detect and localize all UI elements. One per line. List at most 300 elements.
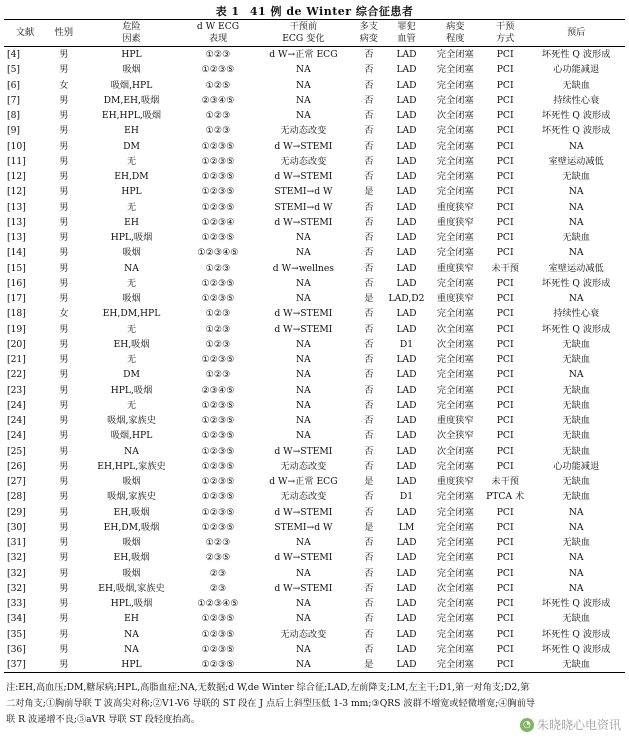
table-row (4, 474, 625, 489)
cell-prognosis: NA (568, 582, 584, 594)
cell-dw-ecg: ②③⑤ (205, 552, 231, 564)
cell-prognosis: 心功能减退 (553, 460, 600, 472)
cell-risk-factors: EH (124, 125, 139, 137)
cell-multivessel: 否 (364, 506, 374, 518)
cell-prognosis: 无缺血 (562, 171, 590, 183)
table-row (4, 596, 625, 611)
cell-intervention: PCI (496, 247, 514, 259)
cell-risk-factors: EH,DM,吸烟 (103, 521, 160, 533)
cell-prognosis: 持续性心衰 (553, 94, 600, 106)
cell-reference: [4] (7, 49, 21, 61)
cell-pre-ecg-change: 无动态改变 (280, 628, 327, 640)
table-row (4, 398, 625, 413)
cell-multivessel: 是 (364, 293, 374, 305)
cell-pre-ecg-change: NA (296, 567, 311, 579)
cell-lesion-degree: 次全闭塞 (436, 110, 474, 122)
cell-reference: [12] (7, 171, 26, 183)
cell-sex: 男 (59, 338, 69, 350)
cell-pre-ecg-change: NA (296, 430, 311, 442)
cell-multivessel: 否 (364, 354, 374, 366)
table-row (4, 611, 625, 626)
cell-dw-ecg: ①②③ (205, 125, 231, 137)
cell-sex: 男 (59, 247, 69, 259)
cell-intervention: 未干预 (491, 476, 519, 488)
cell-sex: 男 (59, 552, 69, 564)
cell-risk-factors: DM,EH,吸烟 (103, 94, 160, 106)
cell-sex: 男 (59, 94, 69, 106)
table-title (0, 3, 629, 19)
cell-reference: [24] (7, 399, 26, 411)
cell-dw-ecg: ①②③④ (201, 216, 235, 228)
cell-lesion-degree: 重度狭窄 (436, 201, 474, 213)
header-line: 危险 (122, 21, 141, 32)
cell-dw-ecg: ①②③⑤ (201, 293, 235, 305)
cell-dw-ecg: ①②⑤ (205, 79, 231, 91)
cell-lesion-degree: 完全闭塞 (436, 613, 474, 625)
watermark-text: 朱晓晓心电资讯 (536, 718, 621, 732)
cell-dw-ecg: ①②③ (205, 338, 231, 350)
cell-culprit-vessel: LAD (396, 582, 417, 594)
cell-reference: [17] (7, 293, 26, 305)
cell-reference: [22] (7, 369, 26, 381)
cell-pre-ecg-change: NA (296, 64, 311, 76)
cell-reference: [9] (7, 125, 21, 137)
header-line: 干预前 (289, 21, 318, 32)
cell-risk-factors: HPL (121, 49, 142, 61)
cell-lesion-degree: 次全狭窄 (436, 430, 474, 442)
cell-prognosis: 坏死性 Q 波形成 (541, 323, 611, 335)
cell-prognosis: 无缺血 (562, 537, 590, 549)
cell-reference: [19] (7, 323, 26, 335)
cell-pre-ecg-change: NA (296, 293, 311, 305)
cell-lesion-degree: 完全闭塞 (436, 537, 474, 549)
header-intervention (483, 20, 527, 47)
cell-prognosis: 坏死性 Q 波形成 (541, 628, 611, 640)
cell-dw-ecg: ①②③ (205, 537, 231, 549)
cell-reference: [36] (7, 643, 26, 655)
cell-reference: [13] (7, 201, 26, 213)
cell-lesion-degree: 重度狭窄 (436, 415, 474, 427)
cell-sex: 男 (59, 49, 69, 61)
cell-intervention: PCI (496, 399, 514, 411)
cell-sex: 男 (59, 140, 69, 152)
cell-prognosis: 室壁运动减低 (548, 262, 604, 274)
cell-intervention: PCI (496, 125, 514, 137)
cell-risk-factors: EH,吸烟 (113, 338, 150, 350)
cell-risk-factors: 吸烟 (122, 567, 141, 579)
table-row (4, 367, 625, 382)
cell-risk-factors: EH,HPL,家族史 (97, 460, 166, 472)
cell-intervention: PCI (496, 79, 514, 91)
cell-sex: 男 (59, 537, 69, 549)
cell-reference: [26] (7, 460, 26, 472)
cell-reference: [5] (7, 64, 21, 76)
cell-reference: [37] (7, 659, 26, 671)
cell-multivessel: 否 (364, 110, 374, 122)
cell-culprit-vessel: LAD (396, 201, 417, 213)
cell-prognosis: NA (568, 140, 584, 152)
cell-culprit-vessel: LAD (396, 110, 417, 122)
cell-lesion-degree: 完全闭塞 (436, 140, 474, 152)
cell-intervention: PCI (496, 659, 514, 671)
cell-sex: 男 (59, 171, 69, 183)
cell-multivessel: 否 (364, 491, 374, 503)
cell-prognosis: 无缺血 (562, 430, 590, 442)
cell-dw-ecg: ①②③ (205, 308, 231, 320)
cell-prognosis: NA (568, 247, 584, 259)
cell-culprit-vessel: LAD (396, 308, 417, 320)
cell-risk-factors: 无 (126, 201, 137, 213)
cell-lesion-degree: 重度狭窄 (436, 293, 474, 305)
cell-prognosis: NA (568, 216, 584, 228)
table-row (4, 566, 625, 581)
table-row (4, 230, 625, 245)
cell-intervention: PCI (496, 643, 514, 655)
header-line: 多支 (359, 21, 378, 32)
cell-multivessel: 否 (364, 643, 374, 655)
cell-prognosis: 无缺血 (562, 659, 590, 671)
cell-risk-factors: 无 (126, 155, 137, 167)
cell-multivessel: 否 (364, 308, 374, 320)
header-line: d W ECG (196, 21, 240, 32)
cell-prognosis: 无缺血 (562, 384, 590, 396)
table-number: 表 1 (215, 5, 240, 18)
cell-lesion-degree: 完全闭塞 (436, 186, 474, 198)
cell-dw-ecg: ①②③⑤ (201, 659, 235, 671)
cell-dw-ecg: ①②③⑤ (201, 415, 235, 427)
cell-pre-ecg-change: d W→STEMI (274, 171, 333, 183)
cell-risk-factors: EH,DM,HPL (102, 308, 161, 320)
cell-lesion-degree: 完全闭塞 (436, 155, 474, 167)
cell-dw-ecg: ①②③⑤ (201, 445, 235, 457)
header-line: 血管 (397, 33, 416, 44)
cell-culprit-vessel: LAD (396, 399, 417, 411)
header-line: 因素 (122, 33, 141, 44)
header-line: 预后 (566, 27, 586, 38)
cell-dw-ecg: ①②③ (205, 323, 231, 335)
cell-culprit-vessel: LAD (396, 125, 417, 137)
cell-sex: 男 (59, 323, 69, 335)
cell-sex: 男 (59, 521, 69, 533)
cell-lesion-degree: 完全闭塞 (436, 628, 474, 640)
cell-pre-ecg-change: NA (296, 537, 311, 549)
cell-sex: 男 (59, 277, 69, 289)
cell-reference: [32] (7, 582, 26, 594)
cell-prognosis: 坏死性 Q 波形成 (541, 125, 611, 137)
cell-pre-ecg-change: d W→STEMI (274, 506, 333, 518)
table-row (4, 123, 625, 138)
cell-reference: [7] (7, 94, 21, 106)
cell-intervention: PCI (496, 521, 514, 533)
cell-sex: 女 (59, 79, 69, 91)
cell-dw-ecg: ①②③⑤ (201, 171, 235, 183)
cell-multivessel: 否 (364, 628, 374, 640)
cell-pre-ecg-change: NA (296, 643, 311, 655)
cell-lesion-degree: 完全闭塞 (436, 659, 474, 671)
cell-dw-ecg: ①②③⑤ (201, 354, 235, 366)
table-row (4, 200, 625, 215)
cell-reference: [23] (7, 384, 26, 396)
table-row (4, 550, 625, 565)
cell-lesion-degree: 重度狭窄 (436, 476, 474, 488)
cell-dw-ecg: ①②③⑤ (201, 613, 235, 625)
cell-intervention: PCI (496, 293, 514, 305)
footnote-line: 注:EH,高血压;DM,糖尿病;HPL,高脂血症;NA,无数据;d W,de Winter 综合征;LAD,左前降支;LM,左主干;D1,第一对角支;D2,第 (6, 682, 530, 693)
cell-dw-ecg: ①②③⑤ (201, 628, 235, 640)
cell-pre-ecg-change: NA (296, 399, 311, 411)
cell-pre-ecg-change: STEMI→d W (274, 186, 333, 198)
cell-culprit-vessel: LAD (396, 384, 417, 396)
cell-pre-ecg-change: NA (296, 232, 311, 244)
table-row (4, 627, 625, 642)
cell-reference: [24] (7, 415, 26, 427)
cell-reference: [8] (7, 110, 21, 122)
cell-pre-ecg-change: NA (296, 277, 311, 289)
cell-intervention: PCI (496, 628, 514, 640)
cell-dw-ecg: ①②③⑤ (201, 399, 235, 411)
table-row (4, 108, 625, 123)
cell-risk-factors: 无 (126, 354, 137, 366)
cell-reference: [20] (7, 338, 26, 350)
cell-dw-ecg: ①②③⑤ (201, 186, 235, 198)
cell-multivessel: 否 (364, 216, 374, 228)
cell-culprit-vessel: LAD (396, 567, 417, 579)
cell-intervention: PCI (496, 613, 514, 625)
cell-reference: [29] (7, 506, 26, 518)
cell-intervention: PCI (496, 430, 514, 442)
cell-lesion-degree: 完全闭塞 (436, 277, 474, 289)
footnote-line: 二对角支;①胸前导联 T 波高尖对称;②V1-V6 导联的 ST 段在 J 点后上斜型压低 1-3 mm;③QRS 波群不增宽或轻微增宽;④胸前导 (6, 698, 536, 709)
table-row (4, 93, 625, 108)
cell-multivessel: 否 (364, 567, 374, 579)
cell-intervention: PCI (496, 94, 514, 106)
cell-culprit-vessel: LAD (396, 323, 417, 335)
table-row (4, 581, 625, 596)
cell-sex: 男 (59, 293, 69, 305)
cell-reference: [15] (7, 262, 26, 274)
cell-dw-ecg: ①②③⑤ (201, 430, 235, 442)
cell-reference: [33] (7, 598, 26, 610)
cell-prognosis: NA (568, 552, 584, 564)
cell-reference: [13] (7, 216, 26, 228)
cell-intervention: PCI (496, 506, 514, 518)
cell-prognosis: NA (568, 521, 584, 533)
cell-multivessel: 否 (364, 125, 374, 137)
cell-pre-ecg-change: NA (296, 354, 311, 366)
cell-multivessel: 否 (364, 323, 374, 335)
table-row (4, 352, 625, 367)
cell-risk-factors: 无 (126, 323, 137, 335)
cell-culprit-vessel: LAD (396, 598, 417, 610)
cell-prognosis: 心功能减退 (553, 64, 600, 76)
cell-sex: 男 (59, 582, 69, 594)
cell-dw-ecg: ①②③⑤ (201, 460, 235, 472)
cell-culprit-vessel: LAD (396, 476, 417, 488)
cell-sex: 男 (59, 628, 69, 640)
cell-multivessel: 否 (364, 582, 374, 594)
cell-multivessel: 否 (364, 155, 374, 167)
cell-lesion-degree: 完全闭塞 (436, 369, 474, 381)
cell-risk-factors: EH,吸烟 (113, 506, 150, 518)
cell-lesion-degree: 完全闭塞 (436, 64, 474, 76)
cell-dw-ecg: ①②③⑤ (201, 277, 235, 289)
cell-prognosis: 无缺血 (562, 415, 590, 427)
cell-prognosis: 坏死性 Q 波形成 (541, 110, 611, 122)
table-row (4, 215, 625, 230)
cell-multivessel: 否 (364, 262, 374, 274)
header-line: 程度 (446, 33, 465, 44)
cell-intervention: PCI (496, 110, 514, 122)
cell-intervention: PCI (496, 171, 514, 183)
cell-sex: 男 (59, 643, 69, 655)
cell-lesion-degree: 次全闭塞 (436, 445, 474, 457)
cell-culprit-vessel: LAD (396, 552, 417, 564)
table-row (4, 322, 625, 337)
cell-risk-factors: 吸烟 (122, 247, 141, 259)
cell-sex: 男 (59, 445, 69, 457)
cell-prognosis: NA (568, 369, 584, 381)
cell-lesion-degree: 完全闭塞 (436, 506, 474, 518)
header-dw-ecg (181, 20, 254, 47)
cell-culprit-vessel: LAD (396, 628, 417, 640)
cell-culprit-vessel: LAD (396, 247, 417, 259)
table-row (4, 337, 625, 352)
cell-risk-factors: EH,DM (114, 171, 149, 183)
cell-lesion-degree: 次全闭塞 (436, 338, 474, 350)
cell-pre-ecg-change: NA (296, 613, 311, 625)
header-reference (4, 20, 46, 47)
cell-multivessel: 否 (364, 171, 374, 183)
cell-intervention: PCI (496, 445, 514, 457)
cell-culprit-vessel: LAD (396, 277, 417, 289)
cell-risk-factors: DM (123, 140, 140, 152)
cell-multivessel: 否 (364, 140, 374, 152)
footnote-line: 联 R 波递增不良;⑤aVR 导联 ST 段轻度抬高。 (6, 714, 200, 725)
header-culprit-vessel (385, 20, 427, 47)
cell-culprit-vessel: LAD (396, 140, 417, 152)
header-line: 方式 (495, 33, 515, 44)
cell-prognosis: 无缺血 (562, 491, 590, 503)
cell-pre-ecg-change: 无动态改变 (280, 460, 327, 472)
cell-reference: [21] (7, 354, 26, 366)
cell-culprit-vessel: LAD (396, 216, 417, 228)
cell-dw-ecg: ①②③⑤ (201, 506, 235, 518)
cell-reference: [31] (7, 537, 26, 549)
cell-sex: 男 (59, 598, 69, 610)
cell-risk-factors: NA (124, 262, 139, 274)
table-row (4, 184, 625, 199)
cell-risk-factors: 吸烟 (122, 293, 141, 305)
cell-dw-ecg: ②③④⑤ (201, 94, 235, 106)
header-line: 表现 (208, 33, 228, 44)
cell-intervention: PCI (496, 155, 514, 167)
cell-multivessel: 是 (364, 476, 374, 488)
cell-pre-ecg-change: 无动态改变 (280, 491, 327, 503)
cell-lesion-degree: 完全闭塞 (436, 552, 474, 564)
cell-lesion-degree: 完全闭塞 (436, 491, 474, 503)
cell-pre-ecg-change: d W→STEMI (274, 308, 333, 320)
table-row (4, 47, 625, 63)
cell-risk-factors: NA (124, 445, 139, 457)
cell-risk-factors: HPL,吸烟 (110, 598, 153, 610)
cell-risk-factors: 无 (126, 399, 137, 411)
cell-intervention: PCI (496, 567, 514, 579)
cell-lesion-degree: 完全闭塞 (436, 232, 474, 244)
cell-lesion-degree: 重度狭窄 (436, 216, 474, 228)
table-header (4, 20, 625, 47)
cell-sex: 男 (59, 64, 69, 76)
cell-sex: 男 (59, 216, 69, 228)
table-row (4, 428, 625, 443)
cell-prognosis: 无缺血 (562, 476, 590, 488)
cell-multivessel: 是 (364, 186, 374, 198)
cell-pre-ecg-change: d W→STEMI (274, 323, 333, 335)
table-row (4, 276, 625, 291)
cell-intervention: PCI (496, 338, 514, 350)
cell-culprit-vessel: LAD (396, 430, 417, 442)
cell-intervention: PCI (496, 140, 514, 152)
cell-dw-ecg: ①②③ (205, 369, 231, 381)
cell-sex: 男 (59, 186, 69, 198)
cell-pre-ecg-change: STEMI→d W (274, 201, 333, 213)
cell-intervention: PCI (496, 49, 514, 61)
cell-prognosis: 坏死性 Q 波形成 (541, 643, 611, 655)
cell-prognosis: NA (568, 293, 584, 305)
table-row (4, 154, 625, 169)
cell-reference: [35] (7, 628, 26, 640)
cell-sex: 男 (59, 369, 69, 381)
cell-intervention: PCI (496, 369, 514, 381)
cell-risk-factors: 吸烟,HPL (110, 79, 153, 91)
cell-multivessel: 否 (364, 430, 374, 442)
cell-risk-factors: 吸烟 (122, 476, 141, 488)
cell-prognosis: 无缺血 (562, 354, 590, 366)
table-row (4, 62, 625, 77)
cell-prognosis: 无缺血 (562, 232, 590, 244)
cell-multivessel: 否 (364, 247, 374, 259)
cell-multivessel: 否 (364, 64, 374, 76)
cell-risk-factors: 吸烟,HPL (110, 430, 153, 442)
cell-dw-ecg: ②③ (209, 567, 227, 579)
cell-culprit-vessel: LM (398, 521, 415, 533)
cell-pre-ecg-change: NA (296, 247, 311, 259)
table-row (4, 261, 625, 276)
cell-dw-ecg: ①②③⑤ (201, 140, 235, 152)
cell-multivessel: 否 (364, 338, 374, 350)
cell-risk-factors: 吸烟,家族史 (107, 415, 156, 427)
cell-lesion-degree: 完全闭塞 (436, 598, 474, 610)
cell-intervention: PCI (496, 354, 514, 366)
cell-sex: 男 (59, 262, 69, 274)
cell-sex: 男 (59, 506, 69, 518)
cell-culprit-vessel: LAD (396, 415, 417, 427)
header-prognosis (527, 20, 625, 47)
cell-multivessel: 否 (364, 613, 374, 625)
cell-reference: [13] (7, 232, 26, 244)
table-row (4, 291, 625, 306)
header-line: 文献 (15, 27, 35, 38)
cell-reference: [27] (7, 476, 26, 488)
cell-sex: 男 (59, 476, 69, 488)
cell-culprit-vessel: D1 (399, 491, 414, 503)
cell-reference: [32] (7, 567, 26, 579)
table-caption: 41 例 de Winter 综合征患者 (249, 5, 414, 18)
cell-lesion-degree: 完全闭塞 (436, 567, 474, 579)
cell-lesion-degree: 完全闭塞 (436, 171, 474, 183)
cell-intervention: PCI (496, 415, 514, 427)
cell-reference: [18] (7, 308, 26, 320)
cell-prognosis: 无缺血 (562, 399, 590, 411)
